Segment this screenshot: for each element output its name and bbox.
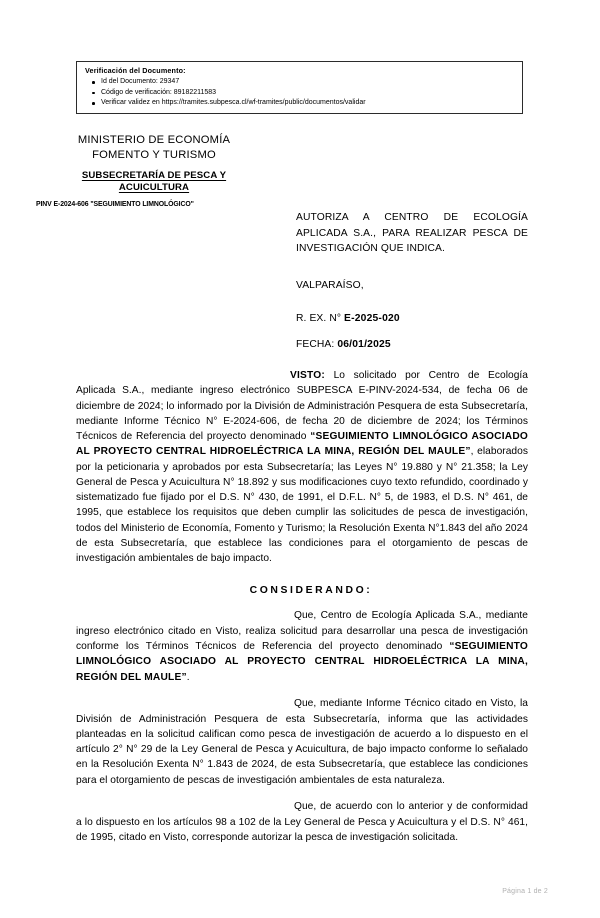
document-heading-block: [296, 210, 528, 350]
resolution-number-value: E-2025-020: [344, 312, 400, 324]
document-subject: AUTORIZA A CENTRO DE ECOLOGÍA APLICADA S.A., PARA REALIZAR PESCA DE INVESTIGACIÓN QUE INDICA.: [296, 212, 528, 255]
project-name-considerando: “SEGUIMIENTO LIMNOLÓGICO ASOCIADO AL PROYECTO CENTRAL HIDROELÉCTRICA LA MINA, REGIÓN DEL MAULE”: [76, 640, 528, 683]
visto-paragraph: [76, 368, 528, 566]
considerando-3-text: Que, de acuerdo con lo anterior y de conformidad a lo dispuesto en los artículos 98 a 102 de la Ley General de Pesca y Acuicultura y el D.S. N° 461, de 1995, citado en Visto, corresponde autorizar la pesca de investigación solicitada.: [76, 801, 528, 843]
visto-text-part-1: Lo solicitado por Centro de Ecología Aplicada S.A., mediante ingreso electrónico SUBPESCA E-PINV-2024-534, de fecha 06 de diciembre de 2024; lo informado por la División de Administración Pesquera de esta Subsecretaría, mediante Informe Técnico N° E-2024-606, de fecha 20 de diciembre de 2024; los Términos Técnicos de Referencia del proyecto denominado: [76, 370, 528, 443]
considerando-2-text: Que, mediante Informe Técnico citado en Visto, la División de Administración Pesquera de esta Subsecretaría, informa que las actividades planteadas en la solicitud califican como pesca de investigación de acuerdo a lo dispuesto en el artículo 2° N° 29 de la Ley General de Pesca y Acuicultura, de bajo impacto conforme lo señalado en la Resolución Exenta N° 1.843 de 2024, de esta Subsecretaría, que establece las condiciones para el otorgamiento de pescas de investigación ambientales de esta naturaleza.: [76, 698, 528, 786]
resolution-date-value: 06/01/2025: [337, 338, 391, 350]
verification-box-title: Verificación del Documento:: [85, 66, 186, 75]
issuing-city: VALPARAÍSO,: [296, 279, 364, 291]
visto-label: VISTO:: [290, 370, 325, 381]
considerando-1-text-part-1: Que, Centro de Ecología Aplicada S.A., mediante ingreso electrónico citado en Visto, realiza solicitud para desarrollar una pesca de investigación conforme los Términos Técnicos de Referencia del proyecto denominado: [76, 610, 528, 652]
subsecretaria-line-2: ACUICULTURA: [118, 182, 190, 194]
resolution-date-label: FECHA:: [296, 338, 338, 350]
page-number-footer: Página 1 de 2: [502, 888, 548, 895]
verification-stamp-box: [76, 61, 523, 114]
visto-text-part-2: , elaborados por la peticionaria y aprobados por esta Subsecretaría; las Leyes N° 19.880 y N° 21.358; la Ley General de Pesca y Acuicultura N° 18.892 y sus modificaciones cuyo texto refundido, coordinado y sistematizado fue fijado por el D.S. N° 430, de 1991, el D.F.L. N° 5, de 1983, el D.S. N° 461, de 1995, que establece los requisitos que deben cumplir las solicitudes de pesca de investigación, todos del Ministerio de Economía, Fomento y Turismo; la Resolución Exenta N°1.843 del año 2024 de esta Subsecretaría, que establece las condiciones para el otorgamiento de pescas de investigación ambientales de bajo impacto.: [76, 446, 528, 565]
document-body: [76, 368, 528, 845]
letterhead: [38, 133, 270, 208]
resolution-date-line: [296, 339, 528, 350]
verification-code: Código de verificación: 89182211583: [101, 88, 522, 99]
verification-details-list: [85, 77, 522, 109]
considerando-heading: CONSIDERANDO:: [249, 585, 373, 597]
ministry-name-line-2: FOMENTO Y TURISMO: [92, 148, 216, 161]
ministry-name-line-1: MINISTERIO DE ECONOMÍA: [77, 134, 231, 146]
resolution-number-label: R. EX. N°: [296, 312, 345, 324]
resolution-number-line: [296, 313, 528, 324]
project-name-visto: “SEGUIMIENTO LIMNOLÓGICO ASOCIADO AL PROYECTO CENTRAL HIDROELÉCTRICA LA MINA, REGIÓN DEL MAULE”: [76, 431, 528, 458]
considerando-paragraph-2: [76, 696, 528, 788]
subsecretaria-line-1: SUBSECRETARÍA DE PESCA Y: [81, 169, 227, 181]
subsecretaria-name: [38, 170, 270, 195]
considerando-paragraph-1: [76, 608, 528, 684]
pinv-reference: PINV E-2024-606 "SEGUIMIENTO LIMNOLÓGICO": [36, 201, 194, 209]
verification-document-id: Id del Documento: 29347: [101, 77, 522, 88]
considerando-paragraph-3: [76, 799, 528, 845]
verification-url: Verificar validez en https://tramites.subpesca.cl/wf-tramites/public/documentos/validar: [101, 98, 522, 109]
considerando-1-text-part-2: .: [186, 671, 190, 683]
